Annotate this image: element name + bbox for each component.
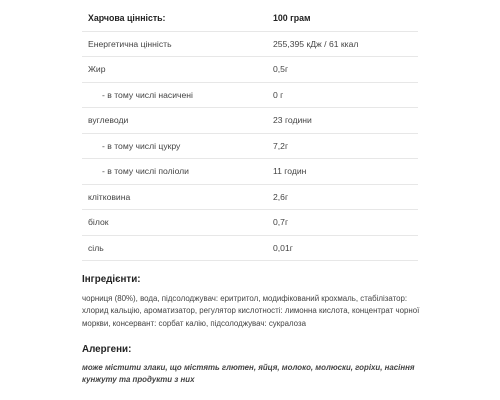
ingredients-title: Інгредієнти: [82,274,141,285]
nutrition-row-fiber [82,185,418,211]
allergens-text: може містити злаки, що містять глютен, яйця, молоко, молюски, горіхи, насіння кунжуту та продукти з них [82,363,415,385]
ingredients-text: чорниця (80%), вода, підсолоджувач: еритритол, модифікований крохмаль, стабілізатор: хлорид кальцію, ароматизатор, регулятор кислотності: лимонна кислота, концентрат чорної моркви, консервант: сорбат калію, підсолоджувач: сукралоза [82,294,420,328]
nutrient-value: 0,5г [273,64,289,74]
nutrient-name: - в тому числі поліоли [102,166,189,176]
nutrient-name: - в тому числі насичені [102,89,193,100]
nutrient-value: 2,6г [273,191,289,202]
nutrient-value: 23 години [273,115,312,125]
nutrient-name: вуглеводи [88,115,129,125]
nutrient-value: 7,2г [273,140,289,151]
nutrition-row-fat [82,57,418,83]
nutrient-name: білок [88,217,109,227]
nutrient-name: клітковина [88,191,131,202]
nutrient-value: 0 г [273,89,284,100]
nutrient-value: 0,7г [273,217,289,227]
nutrition-row-polyols [82,159,418,185]
ingredients-section [82,273,422,330]
nutrition-row-saturated [82,83,418,109]
nutrition-row-salt [82,236,418,262]
nutrient-name: - в тому числі цукру [102,140,181,151]
nutrition-row-carbohydrates [82,108,418,134]
nutrient-value: 11 годин [273,166,307,176]
nutrition-header-label: Харчова цінність: [88,13,166,23]
nutrition-row-energy [82,32,418,58]
nutrient-value: 255,395 кДж / 61 ккал [273,38,359,49]
nutrition-header-value: 100 грам [273,13,311,23]
nutrient-name: Енергетична цінність [88,38,172,49]
nutrition-row-protein [82,210,418,236]
nutrient-value: 0,01г [273,242,293,253]
allergens-title: Алергени: [82,344,132,355]
nutrition-row-sugars [82,134,418,160]
nutrient-name: Жир [88,64,106,74]
nutrition-table [82,6,418,261]
nutrient-name: сіль [88,242,104,253]
nutrition-header-row [82,6,418,32]
allergens-section [82,343,422,387]
